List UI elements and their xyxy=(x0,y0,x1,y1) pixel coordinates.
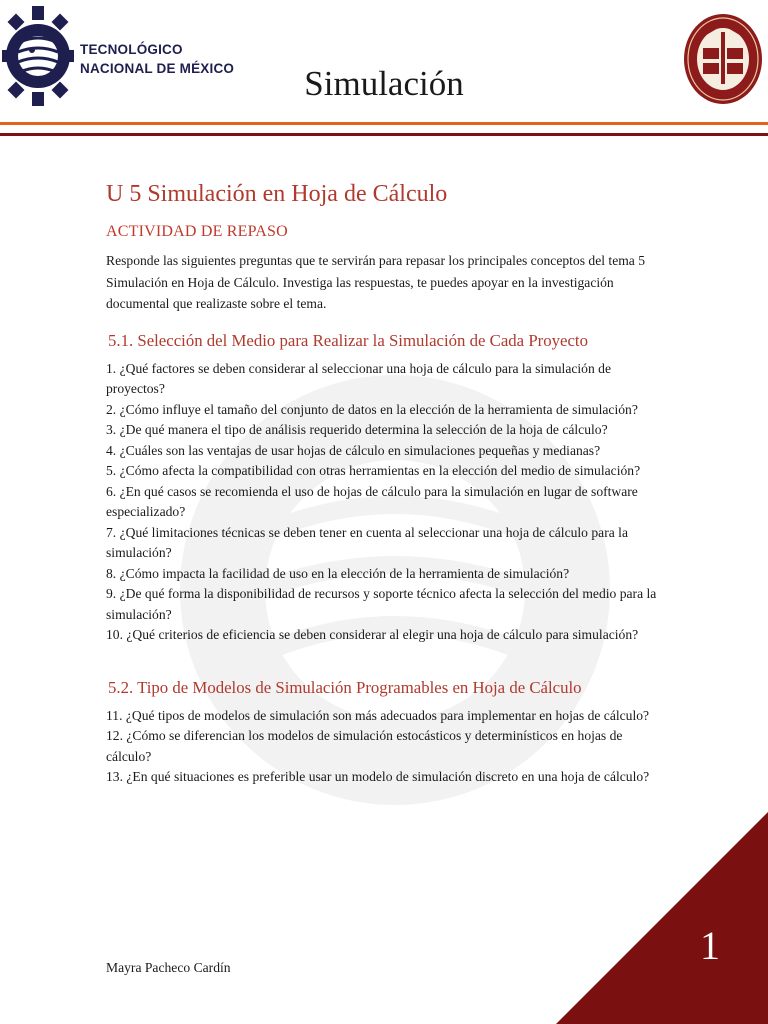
logo-text-line2: NACIONAL DE MÉXICO xyxy=(80,61,235,76)
logo-text-line1: TECNOLÓGICO xyxy=(80,42,183,57)
question-item: 12. ¿Cómo se diferencian los modelos de simulación estocásticos y determinísticos en hojas de cálculo? xyxy=(106,728,623,764)
question-list-5-2 xyxy=(106,706,662,788)
question-item: 13. ¿En qué situaciones es preferible usar un modelo de simulación discreto en una hoja de cálculo? xyxy=(106,769,650,784)
question-item: 9. ¿De qué forma la disponibilidad de recursos y soporte técnico afecta la selección del medio para la simulación? xyxy=(106,586,657,622)
intro-paragraph: Responde las siguientes preguntas que te servirán para repasar los principales conceptos del tema 5 Simulación en Hoja de Cálculo. Investiga las respuestas, te puedes apoyar en la investigación documental que realizaste sobre el tema. xyxy=(106,253,646,311)
corner-triangle xyxy=(556,812,768,1024)
author-name: Mayra Pacheco Cardín xyxy=(106,960,231,975)
question-item: 2. ¿Cómo influye el tamaño del conjunto de datos en la elección de la herramienta de simulación? xyxy=(106,401,638,417)
section-spacer xyxy=(106,646,662,676)
section-title-5-2: 5.2. Tipo de Modelos de Simulación Programables en Hoja de Cálculo xyxy=(108,677,582,697)
question-item: 8. ¿Cómo impacta la facilidad de uso en la elección de la herramienta de simulación? xyxy=(106,565,570,581)
question-item: 4. ¿Cuáles son las ventajas de usar hojas de cálculo en simulaciones pequeñas y medianas? xyxy=(106,442,601,458)
question-item: 10. ¿Qué criterios de eficiencia se deben considerar al elegir una hoja de cálculo para simulación? xyxy=(106,627,639,642)
main-content xyxy=(106,178,662,788)
question-item: 5. ¿Cómo afecta la compatibilidad con otras herramientas en la elección del medio de simulación? xyxy=(106,463,641,478)
unit-title: U 5 Simulación en Hoja de Cálculo xyxy=(106,181,448,207)
page-number: 1 xyxy=(700,923,720,968)
header-rule-maroon xyxy=(0,133,768,136)
question-item: 7. ¿Qué limitaciones técnicas se deben tener en cuenta al seleccionar una hoja de cálculo para la simulación? xyxy=(106,524,628,560)
activity-label: ACTIVIDAD DE REPASO xyxy=(106,223,288,240)
institute-seal-icon xyxy=(682,12,764,106)
question-list-5-1 xyxy=(106,359,662,646)
header-title: Simulación xyxy=(304,64,464,103)
question-item: 11. ¿Qué tipos de modelos de simulación son más adecuados para implementar en hojas de cálculo? xyxy=(106,707,650,723)
question-item: 6. ¿En qué casos se recomienda el uso de hojas de cálculo para la simulación en lugar de software especializado? xyxy=(106,483,638,519)
section-title-5-1: 5.1. Selección del Medio para Realizar la Simulación de Cada Proyecto xyxy=(108,330,588,350)
question-item: 3. ¿De qué manera el tipo de análisis requerido determina la selección de la hoja de cálculo? xyxy=(106,422,608,437)
header-rule-orange xyxy=(0,122,768,125)
question-item: 1. ¿Qué factores se deben considerar al seleccionar una hoja de cálculo para la simulación de proyectos? xyxy=(106,360,611,396)
